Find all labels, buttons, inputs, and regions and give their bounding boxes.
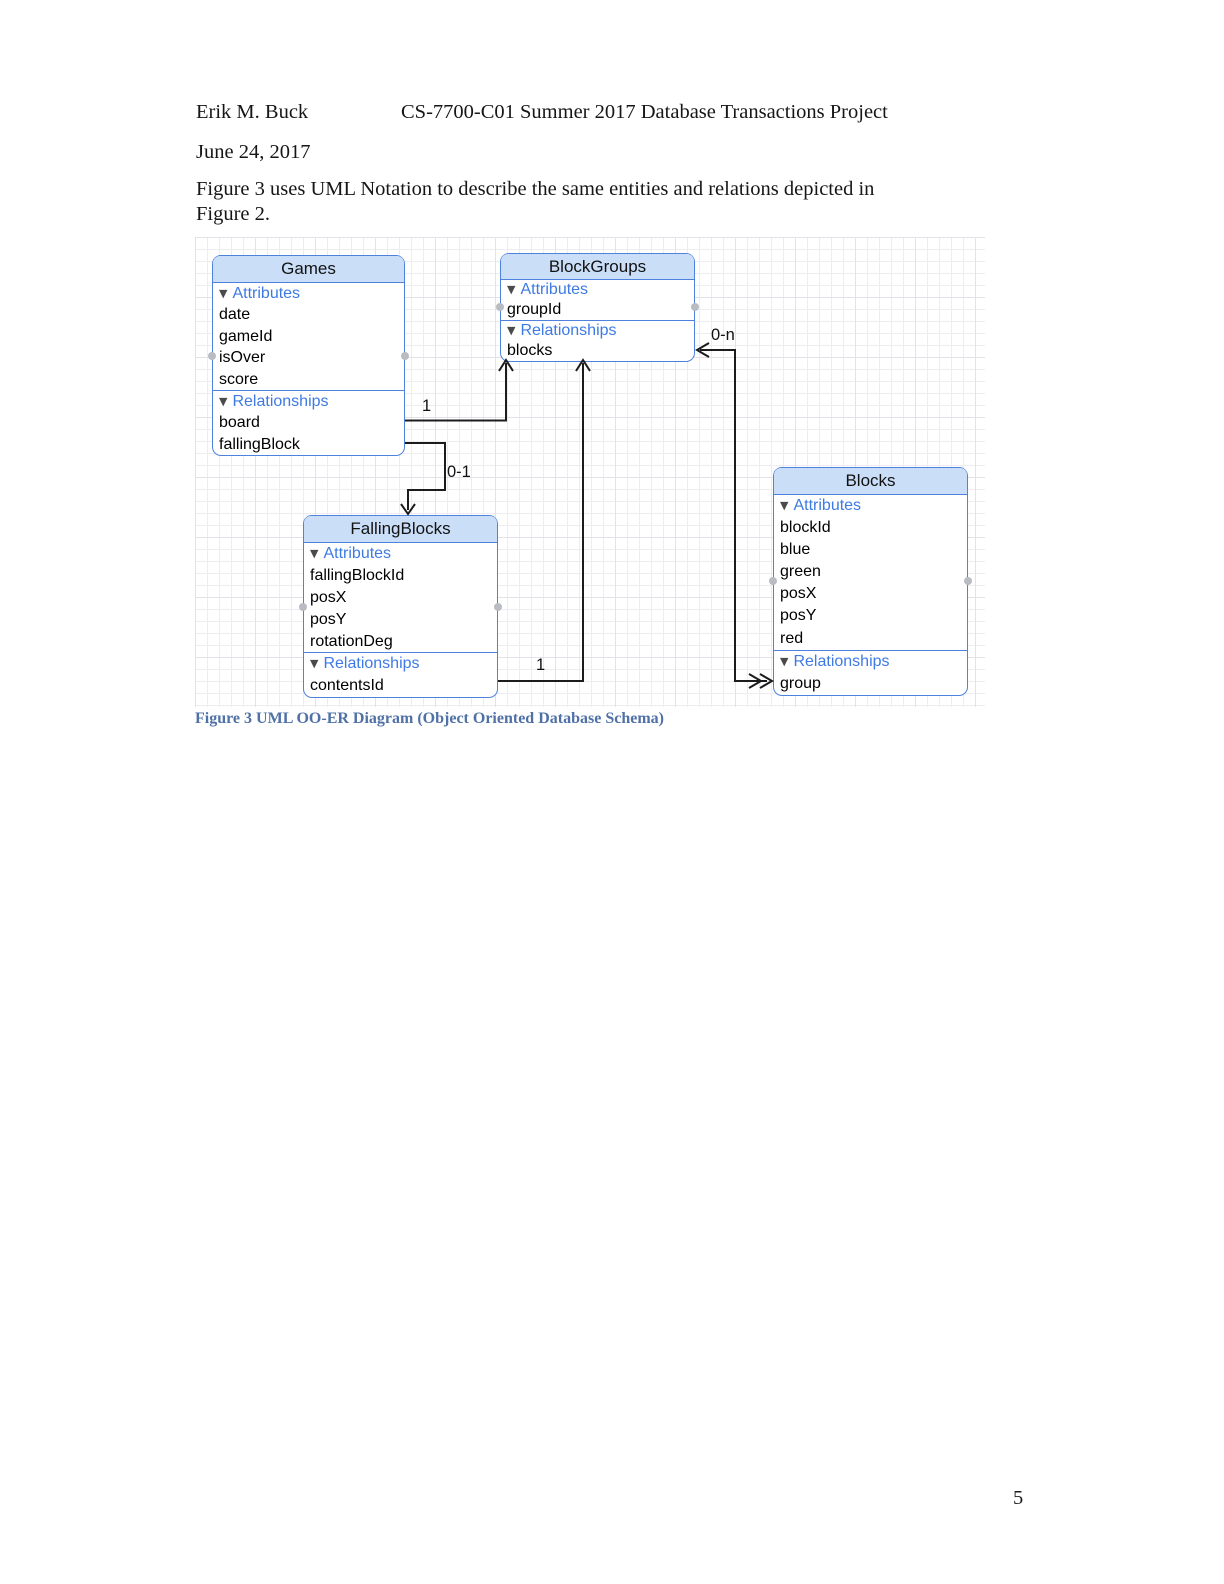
multiplicity-label: 1 xyxy=(536,656,546,674)
disclosure-triangle-icon: ▼ xyxy=(780,499,789,512)
connection-point xyxy=(691,303,699,311)
relationships-section-header xyxy=(304,653,497,675)
disclosure-triangle-icon: ▼ xyxy=(310,657,319,671)
attribute-row: posY xyxy=(780,607,817,625)
entity-title: Blocks xyxy=(774,468,967,495)
attribute-row: score xyxy=(219,370,259,388)
section-label: Attributes xyxy=(232,285,301,302)
attribute-row: posY xyxy=(310,610,347,628)
relationships-section xyxy=(501,320,694,361)
entity-blocks xyxy=(773,467,968,696)
figure-caption: Figure 3 UML OO-ER Diagram (Object Oriented Database Schema) xyxy=(195,710,664,727)
attributes-section xyxy=(501,280,694,320)
relationship-row: board xyxy=(219,414,260,432)
relationship-row: blocks xyxy=(507,341,553,359)
paragraph-line: Figure 3 uses UML Notation to describe the same entities and relations depicted in xyxy=(196,178,875,200)
connector-games-board-to-blockgroups xyxy=(405,363,506,421)
relationships-section xyxy=(213,390,404,455)
attributes-section-header xyxy=(774,495,967,517)
disclosure-triangle-icon: ▼ xyxy=(507,283,516,296)
header-author: Erik M. Buck xyxy=(196,101,309,123)
disclosure-triangle-icon: ▼ xyxy=(219,287,228,300)
attribute-row: date xyxy=(219,306,251,324)
disclosure-triangle-icon: ▼ xyxy=(507,323,516,337)
page-number: 5 xyxy=(1013,1487,1024,1509)
attribute-row: posX xyxy=(780,585,817,603)
arrowhead-up-icon xyxy=(576,360,590,371)
entity-blockgroups xyxy=(500,253,695,362)
attribute-row: posX xyxy=(310,588,347,606)
connector-fallingblocks-contentsid-to-blockgroups xyxy=(498,363,583,681)
connection-point xyxy=(401,352,409,360)
connector-games-fallingblock-to-fallingblocks xyxy=(405,443,445,510)
disclosure-triangle-icon: ▼ xyxy=(780,654,789,668)
attribute-row: red xyxy=(780,629,804,647)
paragraph-line: Figure 2. xyxy=(196,203,271,225)
section-label: Relationships xyxy=(232,392,329,410)
multiplicity-label: 0-n xyxy=(711,326,735,344)
relationships-section-header xyxy=(501,321,694,341)
attribute-row: rotationDeg xyxy=(310,632,393,650)
relationship-row: contentsId xyxy=(310,677,384,695)
connection-point xyxy=(964,577,972,585)
arrowhead-up-icon xyxy=(499,360,513,371)
arrowhead-left-icon xyxy=(697,343,709,357)
multiplicity-label: 1 xyxy=(422,397,432,415)
connection-point xyxy=(299,603,307,611)
relationships-section xyxy=(774,650,967,695)
section-label: Relationships xyxy=(323,655,420,673)
entity-games xyxy=(212,255,405,456)
attribute-row: green xyxy=(780,563,821,581)
uml-diagram-canvas xyxy=(195,237,985,707)
section-label: Relationships xyxy=(793,652,890,670)
disclosure-triangle-icon: ▼ xyxy=(219,394,228,408)
relationship-row: fallingBlock xyxy=(219,435,300,453)
relationships-section-header xyxy=(213,391,404,412)
arrowhead-down-icon xyxy=(401,504,415,514)
relationships-section-header xyxy=(774,651,967,673)
section-label: Attributes xyxy=(793,497,862,514)
entity-fallingblocks xyxy=(303,515,498,698)
relationships-section xyxy=(304,652,497,697)
entity-title: BlockGroups xyxy=(501,254,694,280)
connection-point xyxy=(208,352,216,360)
header-course-title: CS-7700-C01 Summer 2017 Database Transactions Project xyxy=(401,101,888,123)
body-paragraph xyxy=(196,177,1026,227)
connection-point xyxy=(494,603,502,611)
section-label: Relationships xyxy=(520,321,617,339)
attribute-row: groupId xyxy=(507,300,562,318)
double-arrowhead-right-icon xyxy=(749,674,761,688)
disclosure-triangle-icon: ▼ xyxy=(310,547,319,560)
relationship-row: group xyxy=(780,674,821,692)
entity-title: FallingBlocks xyxy=(304,516,497,543)
attributes-section-header xyxy=(501,280,694,300)
double-arrowhead-right-icon xyxy=(760,674,772,688)
attributes-section xyxy=(213,283,404,390)
attributes-section xyxy=(304,543,497,652)
attributes-section xyxy=(774,495,967,650)
attributes-section-header xyxy=(304,543,497,565)
attribute-row: fallingBlockId xyxy=(310,566,405,584)
entity-title: Games xyxy=(213,256,404,283)
date-line: June 24, 2017 xyxy=(196,141,311,163)
connector-blockgroups-blocks-to-blocks-group xyxy=(700,350,767,681)
attribute-row: blue xyxy=(780,541,811,559)
attributes-section-header xyxy=(213,283,404,304)
attribute-row: isOver xyxy=(219,349,266,367)
section-label: Attributes xyxy=(323,545,392,562)
section-label: Attributes xyxy=(520,281,589,298)
attribute-row: gameId xyxy=(219,327,273,345)
attribute-row: blockId xyxy=(780,519,831,537)
multiplicity-label: 0-1 xyxy=(447,463,471,481)
